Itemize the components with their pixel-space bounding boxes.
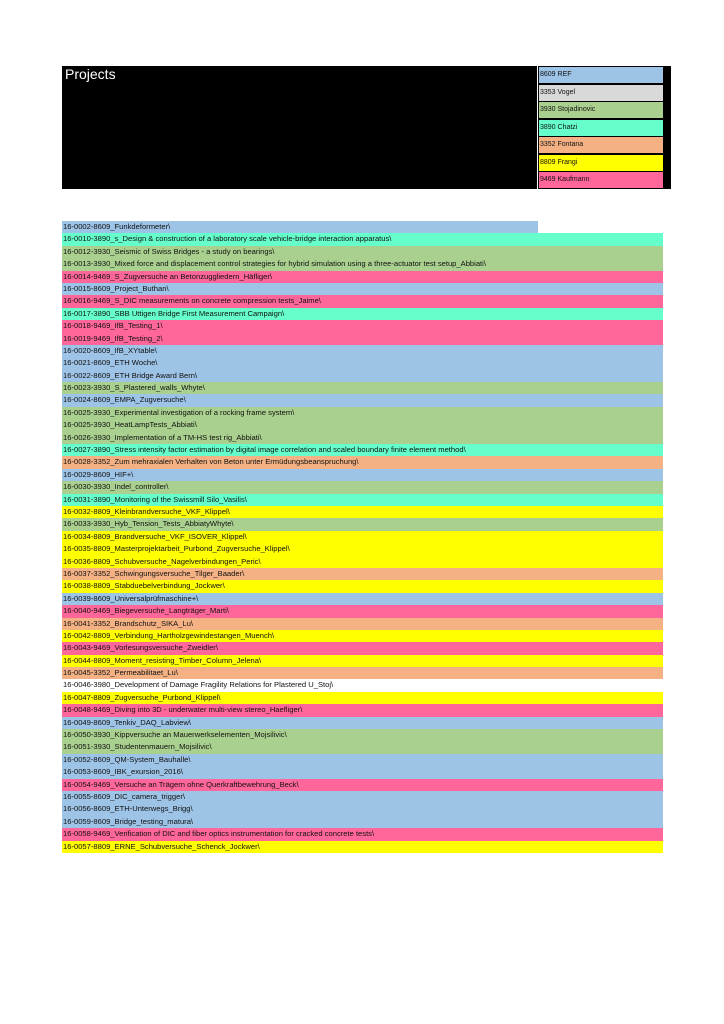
project-row: 16-0046-3980_Development of Damage Fragility Relations for Plastered U_Stoj\ — [62, 679, 663, 691]
project-row: 16-0048-9469_Diving into 3D - underwater multi-view stereo_Haefliger\ — [62, 704, 663, 716]
project-row: 16-0035-8809_Masterprojektarbeit_Purbond_Zugversuche_Klippel\ — [62, 543, 663, 555]
project-row: 16-0051-3930_Studentenmauern_Mojsilivic\ — [62, 741, 663, 753]
project-row: 16-0002-8609_Funkdeformeter\ — [62, 221, 538, 233]
project-row: 16-0017-3890_SBB Uttigen Bridge First Measurement Campaign\ — [62, 308, 663, 320]
project-row: 16-0012-3930_Seismic of Swiss Bridges - a study on bearings\ — [62, 246, 663, 258]
project-row: 16-0044-8809_Moment_resisting_Timber_Column_Jelena\ — [62, 655, 663, 667]
project-row: 16-0031-3890_Monitoring of the Swissmill Silo_Vasilis\ — [62, 494, 663, 506]
project-row: 16-0040-9469_Biegeversuche_Langträger_Marti\ — [62, 605, 663, 617]
project-row: 16-0056-8609_ETH-Unterwegs_Brigg\ — [62, 803, 663, 815]
legend-item-label: 8609 REF — [540, 71, 572, 78]
project-row: 16-0016-9469_S_DIC measurements on concrete compression tests_Jaime\ — [62, 295, 663, 307]
project-row: 16-0020-8609_IfB_XYtable\ — [62, 345, 663, 357]
project-row: 16-0023-3930_S_Plastered_walls_Whyte\ — [62, 382, 663, 394]
legend-item-label: 3930 Stojadinovic — [540, 106, 596, 113]
project-row: 16-0034-8809_Brandversuche_VKF_ISOVER_Klippel\ — [62, 531, 663, 543]
project-row: 16-0029-8609_HIF+\ — [62, 469, 663, 481]
project-row: 16-0043-9469_Vorlesungsversuche_Zweidler\ — [62, 642, 663, 654]
project-list — [62, 221, 663, 853]
project-row: 16-0021-8609_ETH Woche\ — [62, 357, 663, 369]
legend-item-label: 3353 Vogel — [540, 88, 576, 96]
project-row: 16-0018-9469_IfB_Testing_1\ — [62, 320, 663, 332]
legend-item — [539, 155, 664, 171]
project-row: 16-0028-3352_Zum mehraxialen Verhalten von Beton unter Ermüdungsbeanspruchung\ — [62, 456, 663, 468]
project-row: 16-0036-8809_Schubversuche_Nagelverbindungen_Peric\ — [62, 556, 663, 568]
header-block — [62, 66, 537, 189]
legend-item — [539, 85, 664, 101]
project-row: 16-0045-3352_Permeabilitaet_Lu\ — [62, 667, 663, 679]
project-row: 16-0039-8609_Universalprüfmaschine+\ — [62, 593, 663, 605]
legend — [538, 66, 671, 189]
project-row: 16-0014-9469_S_Zugversuche an Betonzuggliedern_Häfliger\ — [62, 271, 663, 283]
legend-item — [539, 137, 664, 153]
project-row: 16-0050-3930_Kippversuche an Mauerwerkselementen_Mojsilivic\ — [62, 729, 663, 741]
project-row: 16-0013-3930_Mixed force and displacement control strategies for hybrid simulation using a three-actuator test setup_Abbiati\ — [62, 258, 663, 270]
project-row: 16-0024-8609_EMPA_Zugversuche\ — [62, 394, 663, 406]
project-row: 16-0042-8809_Verbindung_Hartholzgewindestangen_Muench\ — [62, 630, 663, 642]
project-row: 16-0057-8809_ERNE_Schubversuche_Schenck_Jockwer\ — [62, 841, 663, 853]
legend-item — [539, 102, 664, 118]
legend-item — [539, 172, 664, 188]
legend-item — [539, 67, 664, 83]
project-row: 16-0010-3890_s_Design & construction of a laboratory scale vehicle-bridge interaction apparatus\ — [62, 233, 663, 245]
project-row: 16-0032-8809_Kleinbrandversuche_VKF_Klippel\ — [62, 506, 663, 518]
project-row: 16-0022-8609_ETH Bridge Award Bern\ — [62, 370, 663, 382]
project-row: 16-0027-3890_Stress intensity factor estimation by digital image correlation and scaled boundary finite element method\ — [62, 444, 663, 456]
project-row: 16-0015-8609_Project_Buthan\ — [62, 283, 663, 295]
legend-item-label: 3352 Fontana — [540, 141, 584, 148]
project-row: 16-0025-3930_Experimental investigation of a rocking frame system\ — [62, 407, 663, 419]
legend-item — [539, 120, 664, 136]
project-row: 16-0054-9469_Versuche an Trägern ohne Querkraftbewehrung_Beck\ — [62, 779, 663, 791]
project-row: 16-0026-3930_Implementation of a TM-HS test rig_Abbiati\ — [62, 432, 663, 444]
page-title: Projects — [65, 66, 116, 82]
project-row: 16-0055-8609_DIC_camera_trigger\ — [62, 791, 663, 803]
project-row: 16-0052-8609_QM-System_Bauhalle\ — [62, 754, 663, 766]
project-row: 16-0049-8609_Tenkiv_DAQ_Labview\ — [62, 717, 663, 729]
project-row: 16-0041-3352_Brandschutz_SIKA_Lu\ — [62, 618, 663, 630]
legend-item-label: 3890 Chatzi — [540, 123, 578, 131]
project-row: 16-0053-8609_IBK_exursion_2016\ — [62, 766, 663, 778]
legend-item-label: 8809 Frangi — [540, 158, 578, 166]
project-row: 16-0047-8809_Zugversuche_Purbond_Klippel\ — [62, 692, 663, 704]
project-row: 16-0030-3930_Indel_controller\ — [62, 481, 663, 493]
project-row: 16-0038-8809_Stabduebelverbindung_Jockwer\ — [62, 580, 663, 592]
project-row: 16-0058-9469_Verification of DIC and fiber optics instrumentation for cracked concrete tests\ — [62, 828, 663, 840]
project-row: 16-0059-8609_Bridge_testing_matura\ — [62, 816, 663, 828]
project-row: 16-0019-9469_IfB_Testing_2\ — [62, 333, 663, 345]
legend-item-label: 9469 Kaufmann — [540, 176, 590, 183]
project-row: 16-0033-3930_Hyb_Tension_Tests_AbbiatyWhyte\ — [62, 518, 663, 530]
project-row: 16-0025-3930_HeatLampTests_Abbiati\ — [62, 419, 663, 431]
project-row: 16-0037-3352_Schwingungsversuche_Tilger_Baader\ — [62, 568, 663, 580]
